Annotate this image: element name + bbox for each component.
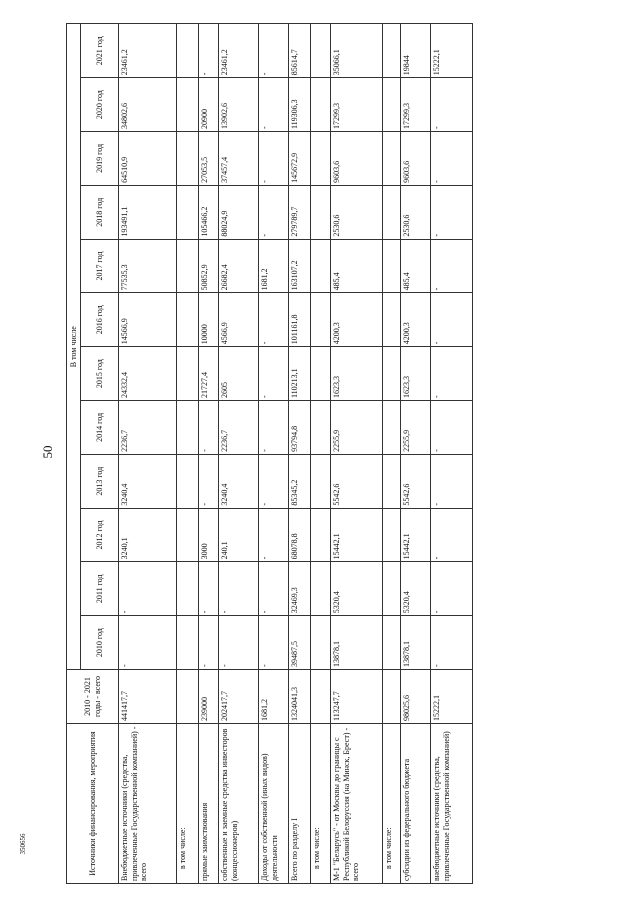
row-year-value: 2530,6 [331, 185, 383, 239]
header-year: 2011 год [81, 562, 119, 616]
row-year-value: 485,4 [331, 239, 383, 293]
row-year-value: - [259, 347, 289, 401]
row-year-value: 17299,3 [331, 78, 383, 132]
row-year-value: - [431, 132, 473, 186]
row-year-value [311, 293, 331, 347]
row-year-value [383, 508, 401, 562]
row-year-value: 105466,2 [199, 185, 219, 239]
row-year-value [311, 185, 331, 239]
row-year-value: 13902,6 [219, 78, 259, 132]
row-year-value: 32469,3 [289, 562, 311, 616]
row-year-value: - [219, 562, 259, 616]
row-year-value: 2255,9 [401, 401, 431, 455]
row-year-value: 85345,2 [289, 454, 311, 508]
row-year-value: - [431, 185, 473, 239]
row-year-value: 2236,7 [119, 401, 177, 455]
row-year-value: 485,4 [401, 239, 431, 293]
row-year-value: 15442,1 [331, 508, 383, 562]
row-year-value: - [431, 293, 473, 347]
row-year-value: 10000 [199, 293, 219, 347]
row-year-value: 119306,3 [289, 78, 311, 132]
row-year-value: 20900 [199, 78, 219, 132]
row-year-value: 1623,3 [401, 347, 431, 401]
row-year-value: - [431, 347, 473, 401]
row-year-value [177, 401, 199, 455]
header-year: 2015 год [81, 347, 119, 401]
row-label: субсидии из федерального бюджета [401, 724, 431, 884]
row-year-value: 145672,9 [289, 132, 311, 186]
row-year-value [311, 616, 331, 670]
row-year-value: - [259, 132, 289, 186]
row-year-value [383, 239, 401, 293]
row-total [383, 670, 401, 724]
row-year-value [311, 78, 331, 132]
table-row [383, 24, 401, 884]
row-year-value: - [119, 562, 177, 616]
row-year-value [177, 132, 199, 186]
row-year-value [177, 293, 199, 347]
row-year-value: 5320,4 [401, 562, 431, 616]
row-year-value: - [259, 24, 289, 78]
header-year: 2010 год [81, 616, 119, 670]
row-year-value: 13878,1 [331, 616, 383, 670]
document-code: 350656 [19, 833, 27, 855]
row-year-value: - [259, 508, 289, 562]
row-year-value [311, 562, 331, 616]
header-group: В том числе [67, 24, 81, 670]
row-total: 113247,7 [331, 670, 383, 724]
header-year: 2012 год [81, 508, 119, 562]
row-year-value [383, 401, 401, 455]
row-year-value: - [119, 616, 177, 670]
row-year-value: 240,1 [219, 508, 259, 562]
row-year-value: - [259, 293, 289, 347]
row-year-value [177, 616, 199, 670]
row-year-value: 4566,9 [219, 293, 259, 347]
row-label: внебюджетные источники (средства, привлеченные Государственной компанией) [431, 724, 473, 884]
header-year: 2021 год [81, 24, 119, 78]
row-year-value: - [219, 616, 259, 670]
row-year-value: 14566,9 [119, 293, 177, 347]
row-year-value [383, 616, 401, 670]
row-label: в том числе: [311, 724, 331, 884]
row-year-value: 77535,3 [119, 239, 177, 293]
row-year-value: 23461,2 [219, 24, 259, 78]
row-year-value: 3240,1 [119, 508, 177, 562]
row-year-value: 13878,1 [401, 616, 431, 670]
table-row [431, 24, 473, 884]
row-total: 15222,1 [431, 670, 473, 724]
row-year-value: 5320,4 [331, 562, 383, 616]
row-total [311, 670, 331, 724]
row-year-value [311, 24, 331, 78]
row-year-value: - [259, 185, 289, 239]
row-year-value: 279789,7 [289, 185, 311, 239]
row-year-value: 2605 [219, 347, 259, 401]
row-year-value [383, 24, 401, 78]
row-total: 1681,2 [259, 670, 289, 724]
row-year-value: - [431, 508, 473, 562]
header-year: 2019 год [81, 132, 119, 186]
header-total: 2010 - 2021 годы - всего [67, 670, 119, 724]
row-year-value: 1681,2 [259, 239, 289, 293]
table-row [119, 24, 177, 884]
row-label: собственные и заемные средства инвесторов (концессионеров) [219, 724, 259, 884]
row-year-value [177, 185, 199, 239]
row-year-value: 101161,8 [289, 293, 311, 347]
row-label: Внебюджетные источники (средства, привлеченные Государственной компанией) - всего [119, 724, 177, 884]
row-year-value [177, 508, 199, 562]
row-total: 1324041,3 [289, 670, 311, 724]
row-year-value: 19844 [401, 24, 431, 78]
row-year-value: 35066,1 [331, 24, 383, 78]
row-year-value: 37457,4 [219, 132, 259, 186]
row-total: 98025,6 [401, 670, 431, 724]
row-year-value [177, 562, 199, 616]
row-year-value: 68078,8 [289, 508, 311, 562]
row-year-value: 15442,1 [401, 508, 431, 562]
table-row [331, 24, 383, 884]
row-year-value [177, 24, 199, 78]
row-year-value [311, 401, 331, 455]
row-year-value: 110213,1 [289, 347, 311, 401]
row-year-value: 5542,6 [331, 454, 383, 508]
row-year-value: 24332,4 [119, 347, 177, 401]
row-year-value: - [431, 401, 473, 455]
row-year-value: 64510,9 [119, 132, 177, 186]
row-year-value [311, 347, 331, 401]
table-row [289, 24, 311, 884]
row-year-value [311, 508, 331, 562]
row-year-value: 23461,2 [119, 24, 177, 78]
row-year-value: - [259, 562, 289, 616]
row-year-value: 93794,8 [289, 401, 311, 455]
row-year-value: 163107,2 [289, 239, 311, 293]
row-year-value: - [199, 616, 219, 670]
header-year: 2013 год [81, 454, 119, 508]
header-year: 2016 год [81, 293, 119, 347]
row-year-value: - [199, 454, 219, 508]
row-year-value: 4200,3 [401, 293, 431, 347]
row-year-value: 3000 [199, 508, 219, 562]
row-year-value: 2530,6 [401, 185, 431, 239]
table-row [401, 24, 431, 884]
table-row [219, 24, 259, 884]
row-total: 202417,7 [219, 670, 259, 724]
row-year-value: 26682,4 [219, 239, 259, 293]
row-label: в том числе: [177, 724, 199, 884]
row-year-value [383, 78, 401, 132]
row-year-value [177, 454, 199, 508]
rotated-table-container [66, 24, 586, 884]
table-row [199, 24, 219, 884]
row-label: М-1 "Беларусь" - от Москвы до границы с Республикой Белоруссия (на Минск, Брест) - всего [331, 724, 383, 884]
header-source: Источники финансирования, мероприятия [67, 724, 119, 884]
row-year-value: 85614,7 [289, 24, 311, 78]
row-label: Доходы от собственной (иных видов) деятельности [259, 724, 289, 884]
row-year-value: 2236,7 [219, 401, 259, 455]
header-year: 2014 год [81, 401, 119, 455]
header-year: 2018 год [81, 185, 119, 239]
row-year-value: 15222,1 [431, 24, 473, 78]
row-year-value: 34802,6 [119, 78, 177, 132]
header-year: 2020 год [81, 78, 119, 132]
row-year-value: - [431, 78, 473, 132]
row-year-value [383, 132, 401, 186]
row-year-value [383, 293, 401, 347]
row-year-value: - [259, 401, 289, 455]
row-year-value: - [431, 616, 473, 670]
row-total: 239000 [199, 670, 219, 724]
row-year-value: - [259, 616, 289, 670]
row-year-value: 3240,4 [219, 454, 259, 508]
row-year-value: - [259, 454, 289, 508]
row-year-value: 193491,1 [119, 185, 177, 239]
row-year-value: 88024,9 [219, 185, 259, 239]
row-year-value: 21727,4 [199, 347, 219, 401]
row-label: Всего по разделу I [289, 724, 311, 884]
row-year-value [311, 132, 331, 186]
row-year-value: 39487,5 [289, 616, 311, 670]
row-year-value: 9603,6 [401, 132, 431, 186]
row-year-value [311, 454, 331, 508]
row-year-value: - [431, 562, 473, 616]
row-year-value: 9603,6 [331, 132, 383, 186]
row-year-value: - [199, 401, 219, 455]
page-number: 50 [40, 445, 55, 459]
row-year-value [177, 239, 199, 293]
row-label: в том числе: [383, 724, 401, 884]
table-row [177, 24, 199, 884]
row-year-value: 5542,6 [401, 454, 431, 508]
row-year-value [383, 185, 401, 239]
row-year-value [177, 78, 199, 132]
header-year: 2017 год [81, 239, 119, 293]
table-row [259, 24, 289, 884]
table-row [311, 24, 331, 884]
row-year-value [383, 454, 401, 508]
row-year-value: 27053,5 [199, 132, 219, 186]
row-year-value [177, 347, 199, 401]
row-label: прямые заимствования [199, 724, 219, 884]
financing-table [66, 23, 473, 884]
row-year-value [383, 347, 401, 401]
row-year-value: - [199, 24, 219, 78]
row-year-value: 17299,3 [401, 78, 431, 132]
row-year-value: 2255,9 [331, 401, 383, 455]
row-year-value [311, 239, 331, 293]
row-year-value [383, 562, 401, 616]
row-total: 441417,7 [119, 670, 177, 724]
row-year-value: 50852,9 [199, 239, 219, 293]
row-year-value: 1623,3 [331, 347, 383, 401]
row-year-value: - [259, 78, 289, 132]
row-total [177, 670, 199, 724]
row-year-value: - [199, 562, 219, 616]
row-year-value: - [431, 239, 473, 293]
row-year-value: - [431, 454, 473, 508]
row-year-value: 3240,4 [119, 454, 177, 508]
row-year-value: 4200,3 [331, 293, 383, 347]
